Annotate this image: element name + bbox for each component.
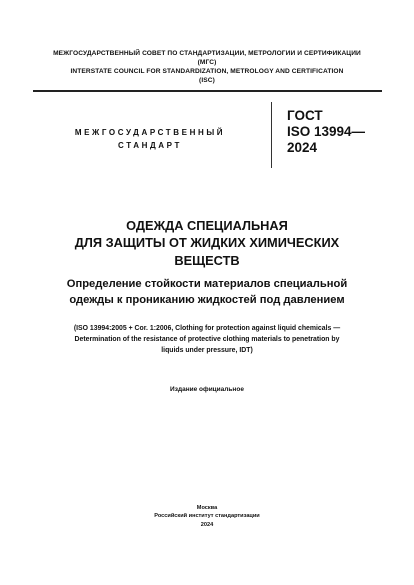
council-abbr-en: (ISC) <box>199 77 215 84</box>
title-line2: ДЛЯ ЗАЩИТЫ ОТ ЖИДКИХ ХИМИЧЕСКИХ <box>74 235 340 250</box>
council-name-en: INTERSTATE COUNCIL FOR STANDARDIZATION, METROLOGY AND CERTIFICATION <box>70 68 344 75</box>
designation-gost: ГОСТ <box>287 108 323 123</box>
international-ref-line2: Determination of the resistance of protective clothing materials to penetration by <box>74 336 340 343</box>
imprint-year: 2024 <box>200 522 214 528</box>
standard-type-line2: СТАНДАРТ <box>118 141 182 150</box>
subtitle-line1: Определение стойкости материалов специальной <box>66 278 348 290</box>
edition-note: Издание официальное <box>170 386 244 393</box>
council-name-ru: МЕЖГОСУДАРСТВЕННЫЙ СОВЕТ ПО СТАНДАРТИЗАЦИИ, МЕТРОЛОГИИ И СЕРТИФИКАЦИИ <box>53 50 361 57</box>
standard-type <box>60 126 240 152</box>
council-abbr-ru: (МГС) <box>197 59 217 66</box>
designation-divider <box>271 102 272 168</box>
title-line1: ОДЕЖДА СПЕЦИАЛЬНАЯ <box>126 218 288 233</box>
international-ref-line1: (ISO 13994:2005 + Cor. 1:2006, Clothing for protection against liquid chemicals — <box>73 325 341 332</box>
designation-number: ISO 13994— <box>287 124 366 139</box>
standard-type-line1: МЕЖГОСУДАРСТВЕННЫЙ <box>74 128 226 137</box>
title-line3: ВЕЩЕСТВ <box>174 253 240 268</box>
subtitle-line2: одежды к прониканию жидкостей под давлением <box>69 294 345 306</box>
imprint-publisher: Российский институт стандартизации <box>154 513 260 519</box>
designation-year: 2024 <box>287 140 318 155</box>
imprint-city: Москва <box>196 505 218 511</box>
header-divider <box>33 90 382 92</box>
international-ref-line3: liquids under pressure, IDT) <box>161 347 253 354</box>
